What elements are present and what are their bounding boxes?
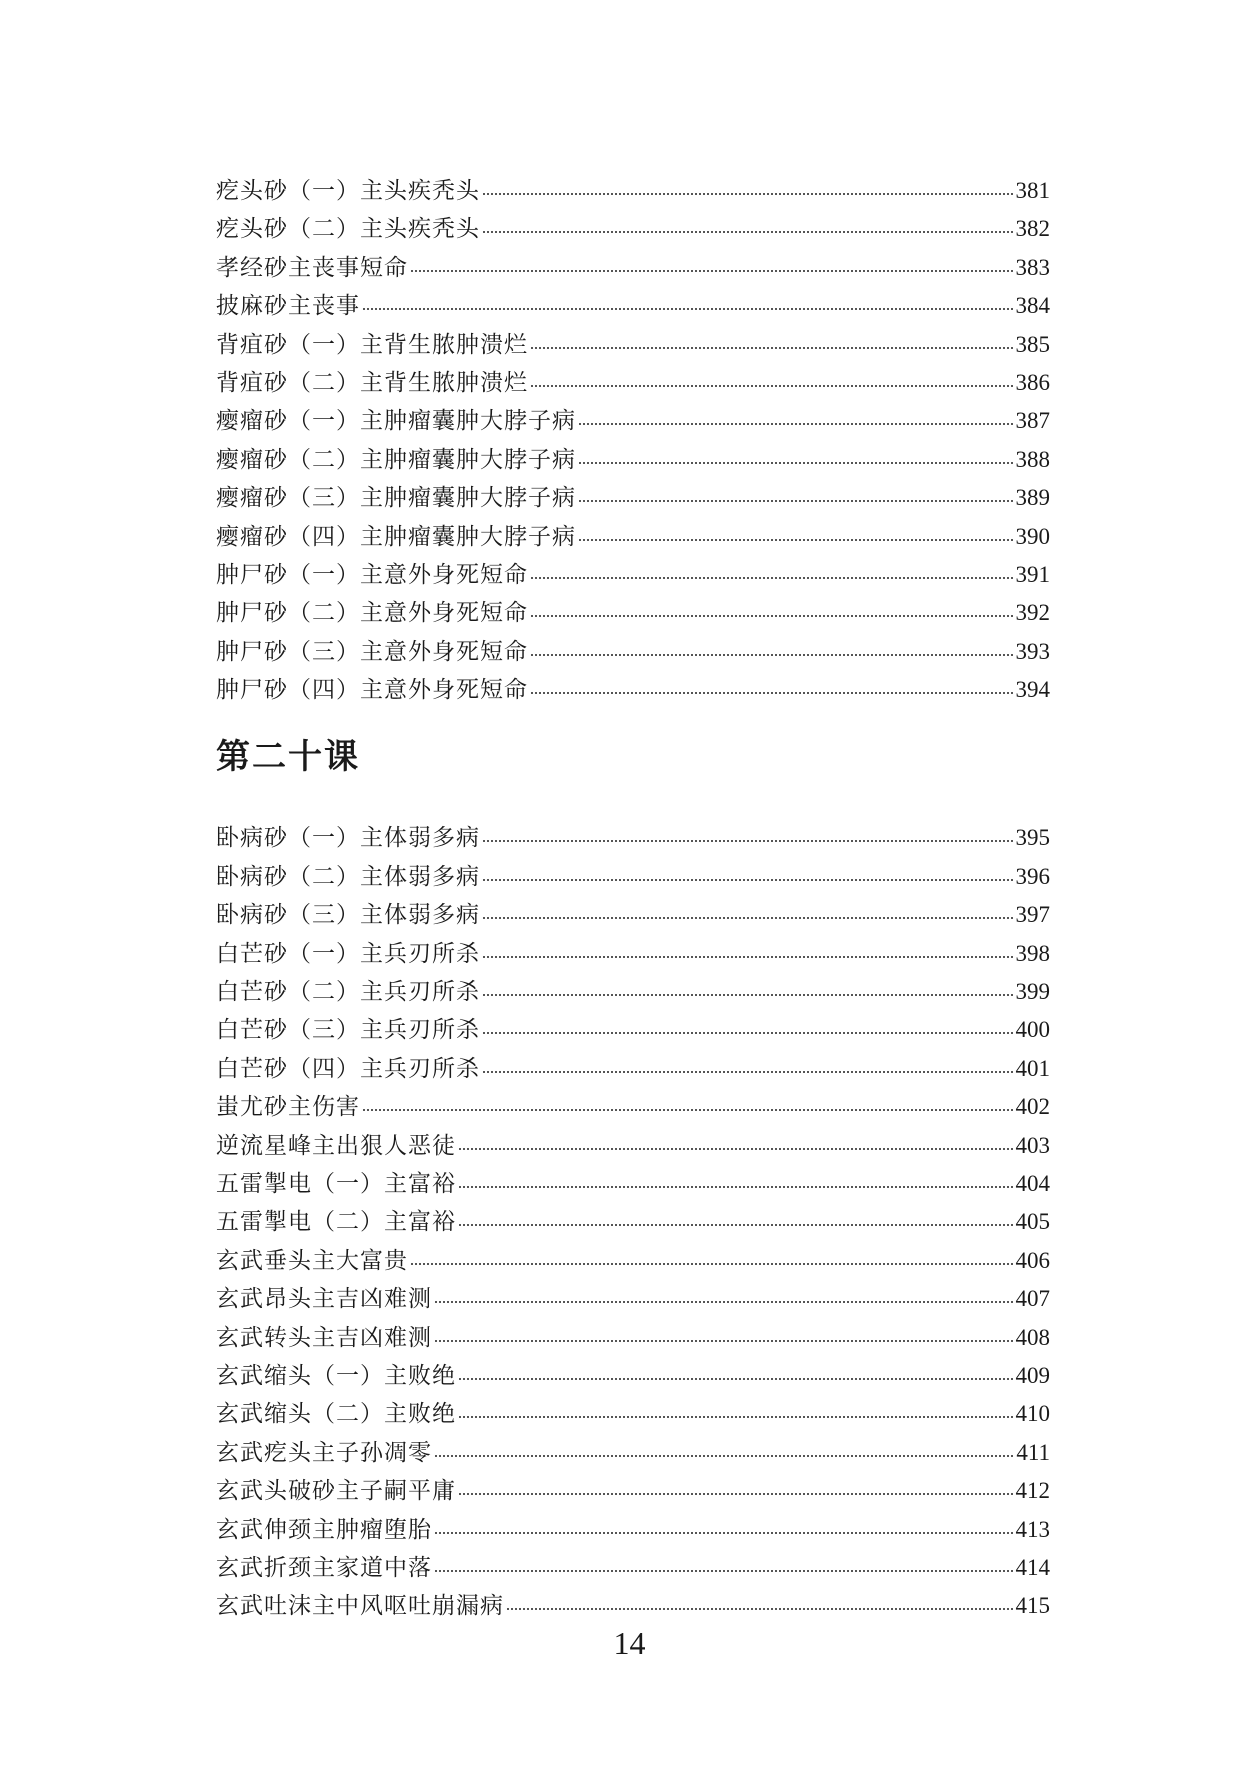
toc-entry-title: 瘿瘤砂（四）主肿瘤囊肿大脖子病: [216, 523, 576, 550]
toc-entry-page: 411: [1016, 1439, 1050, 1465]
toc-entry-title: 卧病砂（二）主体弱多病: [216, 863, 480, 890]
toc-entry-page: 387: [1015, 408, 1050, 434]
dot-leader: [531, 692, 1013, 694]
toc-entry[interactable]: [216, 249, 1050, 287]
toc-entry[interactable]: [216, 858, 1050, 896]
toc-entry[interactable]: [216, 973, 1050, 1011]
dot-leader: [531, 385, 1013, 387]
toc-entry-title: 白芒砂（三）主兵刃所杀: [216, 1017, 480, 1044]
toc-entry[interactable]: [216, 1587, 1050, 1625]
toc-entry-title: 孝经砂主丧事短命: [216, 254, 408, 281]
dot-leader: [363, 1109, 1013, 1111]
toc-entry[interactable]: [216, 633, 1050, 671]
dot-leader: [483, 994, 1013, 996]
toc-entry-title: 玄武吐沫主中风呕吐崩漏病: [216, 1593, 504, 1620]
toc-entry-title: 玄武转头主吉凶难测: [216, 1324, 432, 1351]
toc-entry-title: 逆流星峰主出狠人恶徒: [216, 1132, 456, 1159]
toc-entry[interactable]: [216, 402, 1050, 440]
toc-entry-title: 瘿瘤砂（一）主肿瘤囊肿大脖子病: [216, 408, 576, 435]
toc-entry[interactable]: [216, 1242, 1050, 1280]
toc-entry[interactable]: [216, 1050, 1050, 1088]
toc-entry[interactable]: [216, 210, 1050, 248]
dot-leader: [435, 1301, 1013, 1303]
toc-entry[interactable]: [216, 364, 1050, 402]
toc-entry-page: 398: [1015, 940, 1050, 966]
toc-entry-title: 披麻砂主丧事: [216, 293, 360, 320]
toc-entry[interactable]: [216, 441, 1050, 479]
dot-leader: [435, 1340, 1013, 1342]
dot-leader: [579, 423, 1013, 425]
toc-entry[interactable]: [216, 518, 1050, 556]
dot-leader: [459, 1416, 1013, 1418]
toc-entry-title: 玄武垂头主大富贵: [216, 1247, 408, 1274]
toc-entry[interactable]: [216, 1088, 1050, 1126]
toc-entry-title: 卧病砂（一）主体弱多病: [216, 825, 480, 852]
dot-leader: [435, 1455, 1013, 1457]
dot-leader: [531, 654, 1013, 656]
dot-leader: [435, 1532, 1013, 1534]
toc-entry-title: 肿尸砂（三）主意外身死短命: [216, 638, 528, 665]
toc-list: [216, 819, 1050, 1625]
toc-entry-page: 407: [1015, 1286, 1050, 1312]
toc-entry-title: 玄武头破砂主子嗣平庸: [216, 1478, 456, 1505]
toc-entry-title: 瘿瘤砂（三）主肿瘤囊肿大脖子病: [216, 485, 576, 512]
toc-entry[interactable]: [216, 1280, 1050, 1318]
toc-entry-title: 五雷掣电（二）主富裕: [216, 1209, 456, 1236]
toc-entry[interactable]: [216, 819, 1050, 857]
toc-entry-page: 394: [1015, 677, 1050, 703]
toc-entry-page: 384: [1015, 293, 1050, 319]
toc-entry-page: 410: [1015, 1401, 1050, 1427]
dot-leader: [579, 539, 1013, 541]
dot-leader: [459, 1148, 1013, 1150]
toc-entry[interactable]: [216, 1511, 1050, 1549]
toc-entry-page: 402: [1015, 1094, 1050, 1120]
toc-entry[interactable]: [216, 1319, 1050, 1357]
toc-entry[interactable]: [216, 1011, 1050, 1049]
toc-entry[interactable]: [216, 287, 1050, 325]
toc-entry[interactable]: [216, 1549, 1050, 1587]
toc-entry-title: 玄武疙头主子孙凋零: [216, 1439, 432, 1466]
toc-entry[interactable]: [216, 1472, 1050, 1510]
toc-entry-page: 393: [1015, 638, 1050, 664]
toc-entry[interactable]: [216, 1434, 1050, 1472]
toc-entry-page: 409: [1015, 1362, 1050, 1388]
toc-entry-page: 415: [1015, 1593, 1050, 1619]
dot-leader: [507, 1608, 1013, 1610]
toc-entry-title: 白芒砂（二）主兵刃所杀: [216, 979, 480, 1006]
dot-leader: [531, 615, 1013, 617]
toc-entry-page: 382: [1015, 216, 1050, 242]
toc-entry[interactable]: [216, 594, 1050, 632]
toc-list: [216, 172, 1050, 709]
toc-entry-page: 406: [1015, 1247, 1050, 1273]
toc-entry[interactable]: [216, 1357, 1050, 1395]
toc-entry-title: 蚩尤砂主伤害: [216, 1094, 360, 1121]
toc-entry-page: 400: [1015, 1017, 1050, 1043]
toc-entry[interactable]: [216, 556, 1050, 594]
toc-entry-title: 瘿瘤砂（二）主肿瘤囊肿大脖子病: [216, 446, 576, 473]
dot-leader: [531, 347, 1013, 349]
dot-leader: [459, 1186, 1013, 1188]
toc-entry-title: 肿尸砂（二）主意外身死短命: [216, 600, 528, 627]
toc-entry-page: 381: [1015, 178, 1050, 203]
toc-entry-title: 玄武缩头（二）主败绝: [216, 1401, 456, 1428]
toc-entry-page: 388: [1015, 446, 1050, 472]
toc-entry-page: 405: [1015, 1209, 1050, 1235]
toc-entry-page: 389: [1015, 485, 1050, 511]
toc-entry-title: 五雷掣电（一）主富裕: [216, 1170, 456, 1197]
toc-entry[interactable]: [216, 1127, 1050, 1165]
toc-entry-title: 肿尸砂（一）主意外身死短命: [216, 561, 528, 588]
toc-entry-page: 390: [1015, 523, 1050, 549]
toc-entry-page: 399: [1015, 979, 1050, 1005]
dot-leader: [363, 308, 1013, 310]
toc-entry-title: 疙头砂（一）主头疾秃头: [216, 178, 480, 204]
toc-entry-title: 玄武伸颈主肿瘤堕胎: [216, 1516, 432, 1543]
toc-entry-page: 408: [1015, 1324, 1050, 1350]
dot-leader: [435, 1570, 1013, 1572]
toc-entry-page: 414: [1015, 1554, 1050, 1580]
dot-leader: [531, 577, 1013, 579]
toc-entry[interactable]: [216, 479, 1050, 517]
dot-leader: [483, 879, 1013, 881]
toc-entry[interactable]: [216, 896, 1050, 934]
dot-leader: [411, 1263, 1013, 1265]
dot-leader: [483, 1071, 1013, 1073]
toc-entry-title: 白芒砂（一）主兵刃所杀: [216, 940, 480, 967]
toc-entry-title: 玄武折颈主家道中落: [216, 1554, 432, 1581]
toc-entry-title: 疙头砂（二）主头疾秃头: [216, 216, 480, 243]
toc-entry-page: 392: [1015, 600, 1050, 626]
dot-leader: [483, 956, 1013, 958]
toc-page: [216, 172, 1050, 1626]
section-heading: 第二十课: [216, 737, 360, 778]
dot-leader: [411, 270, 1013, 272]
toc-entry[interactable]: [216, 1395, 1050, 1433]
toc-entry-page: 391: [1015, 561, 1050, 587]
toc-entry-page: 397: [1015, 902, 1050, 928]
toc-entry[interactable]: [216, 326, 1050, 364]
dot-leader: [483, 917, 1013, 919]
dot-leader: [459, 1224, 1013, 1226]
toc-entry-title: 白芒砂（四）主兵刃所杀: [216, 1055, 480, 1082]
toc-entry-page: 385: [1015, 331, 1050, 357]
toc-entry[interactable]: [216, 172, 1050, 210]
toc-entry-title: 玄武缩头（一）主败绝: [216, 1362, 456, 1389]
dot-leader: [483, 1032, 1013, 1034]
toc-entry-page: 413: [1015, 1516, 1050, 1542]
toc-entry-page: 404: [1015, 1170, 1050, 1196]
toc-entry-title: 背疽砂（二）主背生脓肿溃烂: [216, 369, 528, 396]
page-number: 14: [613, 1625, 646, 1661]
dot-leader: [483, 840, 1013, 842]
toc-entry[interactable]: [216, 671, 1050, 709]
toc-entry-page: 412: [1015, 1478, 1050, 1504]
dot-leader: [459, 1378, 1013, 1380]
toc-entry-page: 386: [1015, 369, 1050, 395]
toc-entry[interactable]: [216, 935, 1050, 973]
toc-entry-page: 396: [1015, 863, 1050, 889]
dot-leader: [579, 462, 1013, 464]
toc-entry-title: 肿尸砂（四）主意外身死短命: [216, 677, 528, 704]
dot-leader: [579, 500, 1013, 502]
toc-entry[interactable]: [216, 1203, 1050, 1241]
toc-entry-page: 383: [1015, 254, 1050, 280]
toc-entry-page: 401: [1015, 1055, 1050, 1081]
toc-entry-title: 卧病砂（三）主体弱多病: [216, 902, 480, 929]
toc-entry-title: 背疽砂（一）主背生脓肿溃烂: [216, 331, 528, 358]
toc-entry-page: 395: [1015, 825, 1050, 851]
dot-leader: [483, 193, 1013, 195]
dot-leader: [459, 1493, 1013, 1495]
dot-leader: [483, 231, 1013, 233]
toc-entry-page: 403: [1015, 1132, 1050, 1158]
toc-entry-title: 玄武昂头主吉凶难测: [216, 1286, 432, 1313]
toc-entry[interactable]: [216, 1165, 1050, 1203]
